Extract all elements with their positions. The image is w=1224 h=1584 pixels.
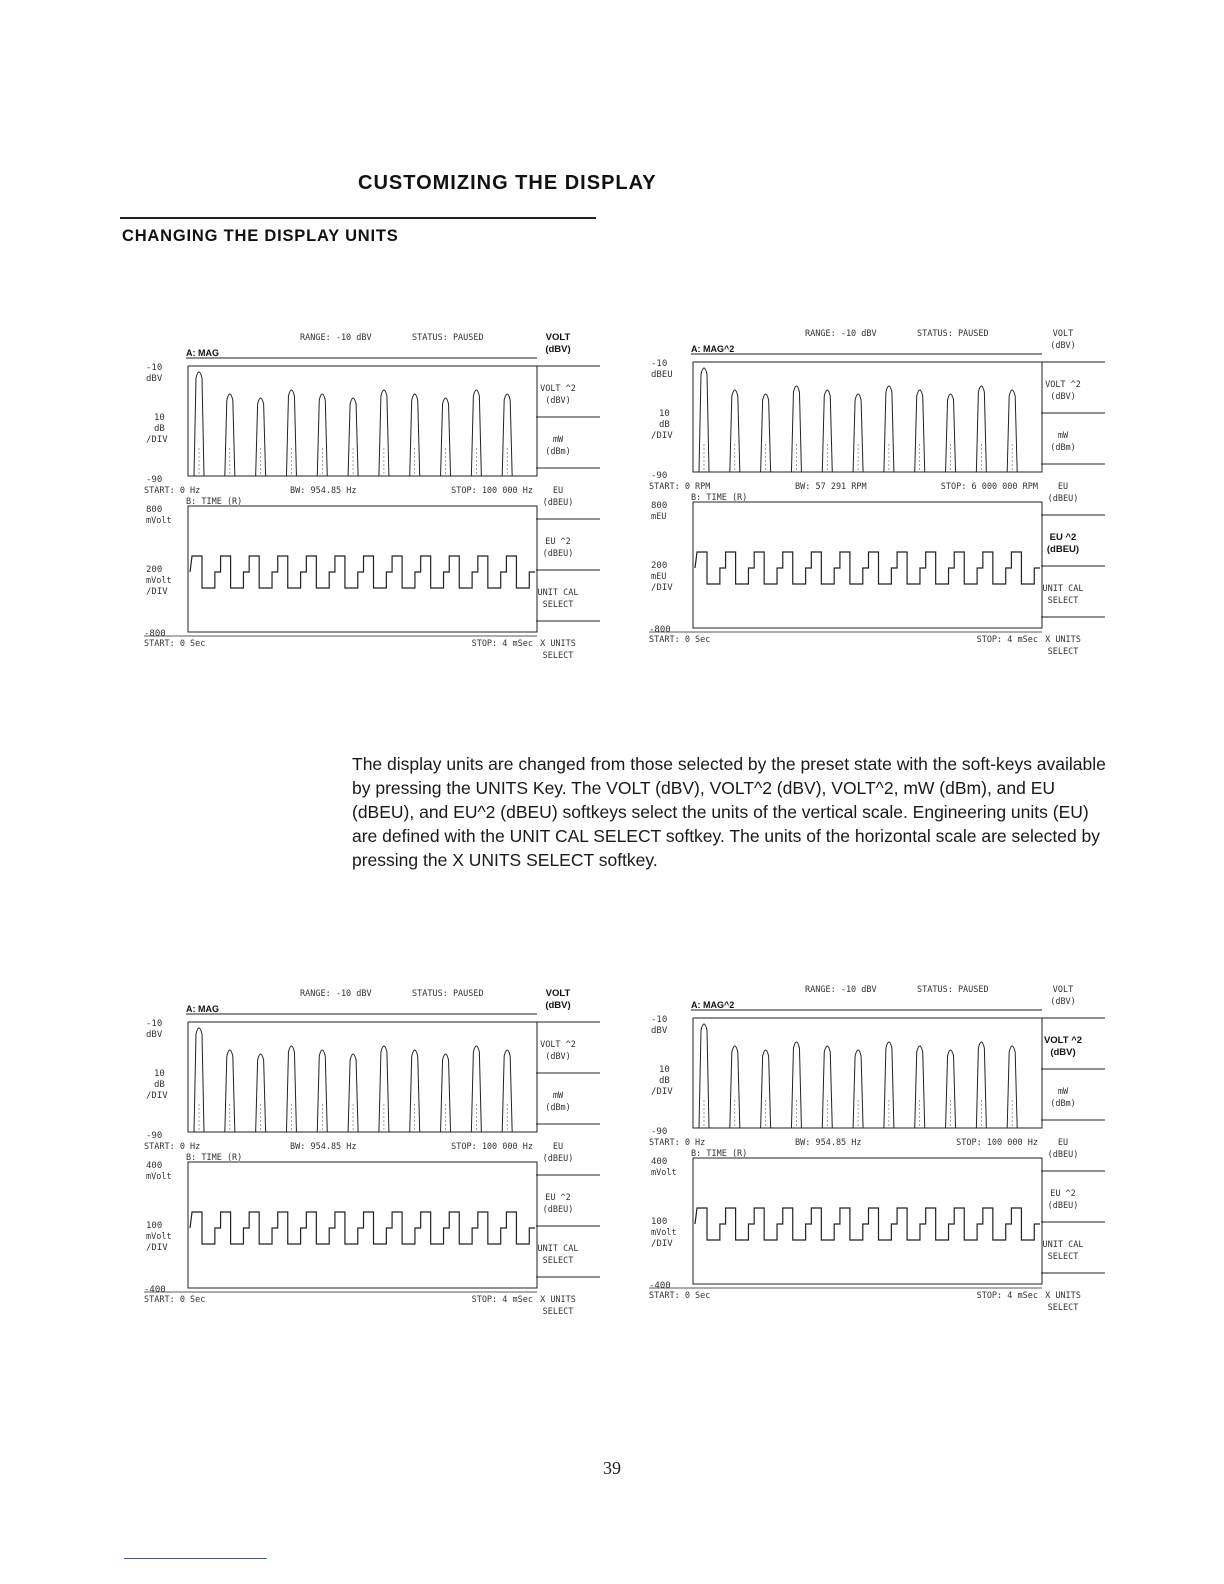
b-scale-per-div: /DIV <box>651 1239 673 1249</box>
softkey-6-label: UNIT CAL <box>537 588 579 598</box>
a-bw-readout: BW: 57 291 RPM <box>795 482 867 492</box>
softkey-5-units: (dBEU) <box>1046 544 1080 555</box>
softkey-1-units: (dBV) <box>545 1000 571 1011</box>
a-scale-value: 10 <box>154 413 165 423</box>
analyzer-screen-4 <box>645 978 1105 1314</box>
a-start-readout: START: 0 Hz <box>144 1142 201 1152</box>
softkey-6-label: UNIT CAL <box>1042 1240 1084 1250</box>
a-top-unit: dBEU <box>651 370 673 380</box>
softkey-2-units: (dBV) <box>1050 392 1076 402</box>
trace-b-frame <box>188 1162 537 1288</box>
b-top-value: 400 <box>146 1161 163 1171</box>
softkey-6-units: SELECT <box>1047 596 1079 606</box>
a-scale-value: 10 <box>659 409 670 419</box>
softkey-4-label: EU <box>552 1142 564 1152</box>
trace-a-frame <box>188 1022 537 1132</box>
b-bottom-value: -800 <box>144 629 166 639</box>
range-readout: RANGE: -10 dBV <box>300 989 372 999</box>
a-top-value: -10 <box>651 359 668 369</box>
trace-b-label: B: TIME (R) <box>186 1153 243 1163</box>
softkey-1-label: VOLT <box>545 332 571 343</box>
b-top-unit: mVolt <box>146 516 172 526</box>
softkey-3-units: (dBm) <box>1050 1099 1076 1109</box>
softkey-7-label: X UNITS <box>1045 1291 1081 1301</box>
softkey-4-units: (dBEU) <box>542 1154 574 1164</box>
softkey-2-label: VOLT ^2 <box>540 384 576 394</box>
softkey-1-label: VOLT <box>1052 985 1074 995</box>
softkey-1-units: (dBV) <box>545 344 571 355</box>
softkey-6-label: UNIT CAL <box>1042 584 1084 594</box>
softkey-7-label: X UNITS <box>540 639 576 649</box>
screen-graphics <box>645 322 1105 658</box>
softkey-2-units: (dBV) <box>545 1052 571 1062</box>
trace-a-label: A: MAG^2 <box>691 344 735 354</box>
softkey-2-label: VOLT ^2 <box>540 1040 576 1050</box>
a-top-unit: dBV <box>146 1030 163 1040</box>
page-title: CUSTOMIZING THE DISPLAY <box>358 172 657 194</box>
analyzer-screen-2 <box>645 322 1105 658</box>
time-trace <box>190 1212 535 1244</box>
softkey-1-units: (dBV) <box>1050 341 1076 351</box>
analyzer-screen-1 <box>140 326 600 662</box>
b-stop-readout: STOP: 4 mSec <box>471 639 533 649</box>
spectrum-trace <box>695 368 1017 472</box>
trace-a-frame <box>188 366 537 476</box>
b-start-readout: START: 0 Sec <box>649 1291 711 1301</box>
b-top-unit: mVolt <box>146 1172 172 1182</box>
a-bottom-value: -90 <box>651 1127 668 1137</box>
softkey-4-units: (dBEU) <box>1047 494 1079 504</box>
softkey-4-label: EU <box>552 486 564 496</box>
softkey-3-label: mW <box>552 1091 564 1101</box>
softkey-3-units: (dBm) <box>1050 443 1076 453</box>
b-start-readout: START: 0 Sec <box>144 1295 206 1305</box>
softkey-1-label: VOLT <box>1052 329 1074 339</box>
trace-b-frame <box>693 1158 1042 1284</box>
spectrum-trace <box>190 372 512 476</box>
screen-graphics <box>140 982 600 1318</box>
softkey-5-units: (dBEU) <box>1047 1201 1079 1211</box>
softkey-5-label: EU ^2 <box>1049 532 1077 543</box>
softkey-2-label: VOLT ^2 <box>1043 1035 1083 1046</box>
softkey-2-units: (dBV) <box>1050 1047 1076 1058</box>
b-stop-readout: STOP: 4 mSec <box>976 635 1038 645</box>
softkey-4-label: EU <box>1057 482 1069 492</box>
range-readout: RANGE: -10 dBV <box>300 333 372 343</box>
a-scale-unit: dB <box>659 420 670 430</box>
a-bw-readout: BW: 954.85 Hz <box>795 1138 862 1148</box>
trace-b-frame <box>693 502 1042 628</box>
softkey-7-units: SELECT <box>1047 1303 1079 1313</box>
softkey-3-label: mW <box>1057 431 1069 441</box>
b-stop-readout: STOP: 4 mSec <box>976 1291 1038 1301</box>
a-stop-readout: STOP: 100 000 Hz <box>451 486 533 496</box>
a-stop-readout: STOP: 6 000 000 RPM <box>940 482 1038 492</box>
softkey-7-units: SELECT <box>542 1307 574 1317</box>
softkey-5-label: EU ^2 <box>545 537 571 547</box>
time-trace <box>695 1208 1040 1240</box>
softkey-1-label: VOLT <box>545 988 571 999</box>
spectrum-trace <box>190 1028 512 1132</box>
a-bw-readout: BW: 954.85 Hz <box>290 486 357 496</box>
a-bw-readout: BW: 954.85 Hz <box>290 1142 357 1152</box>
a-scale-unit: dB <box>154 424 165 434</box>
trace-a-label: A: MAG^2 <box>691 1000 735 1010</box>
a-scale-unit: dB <box>659 1076 670 1086</box>
status-readout: STATUS: PAUSED <box>412 989 484 999</box>
b-scale-unit: mEU <box>651 572 667 582</box>
footnote-rule <box>124 1558 267 1559</box>
softkey-3-label: mW <box>552 435 564 445</box>
spectrum-trace <box>695 1024 1017 1128</box>
a-bottom-value: -90 <box>651 471 668 481</box>
time-trace <box>695 552 1040 584</box>
softkey-5-label: EU ^2 <box>1050 1189 1076 1199</box>
screen-graphics <box>645 978 1105 1314</box>
softkey-4-units: (dBEU) <box>1047 1150 1079 1160</box>
softkey-3-units: (dBm) <box>545 1103 571 1113</box>
b-scale-value: 100 <box>146 1221 163 1231</box>
a-start-readout: START: 0 RPM <box>649 482 711 492</box>
a-top-value: -10 <box>146 1019 163 1029</box>
softkey-2-label: VOLT ^2 <box>1045 380 1081 390</box>
title-rule <box>120 217 596 219</box>
a-start-readout: START: 0 Hz <box>649 1138 706 1148</box>
b-scale-per-div: /DIV <box>146 1243 168 1253</box>
softkey-5-units: (dBEU) <box>542 1205 574 1215</box>
a-bottom-value: -90 <box>146 475 163 485</box>
softkey-1-units: (dBV) <box>1050 997 1076 1007</box>
trace-a-label: A: MAG <box>186 348 219 358</box>
softkey-6-units: SELECT <box>542 600 574 610</box>
a-scale-unit: dB <box>154 1080 165 1090</box>
b-top-unit: mEU <box>651 512 667 522</box>
softkey-6-label: UNIT CAL <box>537 1244 579 1254</box>
analyzer-screen-3 <box>140 982 600 1318</box>
softkey-2-units: (dBV) <box>545 396 571 406</box>
a-top-unit: dBV <box>651 1026 668 1036</box>
section-title: CHANGING THE DISPLAY UNITS <box>122 227 399 245</box>
a-scale-per-div: /DIV <box>651 431 673 441</box>
softkey-3-label: mW <box>1057 1087 1069 1097</box>
b-start-readout: START: 0 Sec <box>144 639 206 649</box>
b-scale-value: 200 <box>651 561 668 571</box>
a-scale-per-div: /DIV <box>146 435 168 445</box>
a-scale-value: 10 <box>659 1065 670 1075</box>
a-bottom-value: -90 <box>146 1131 163 1141</box>
softkey-6-units: SELECT <box>542 1256 574 1266</box>
a-scale-per-div: /DIV <box>146 1091 168 1101</box>
a-top-value: -10 <box>651 1015 668 1025</box>
b-scale-unit: mVolt <box>651 1228 677 1238</box>
softkey-6-units: SELECT <box>1047 1252 1079 1262</box>
body-paragraph: The display units are changed from those selected by the preset state with the soft-keys available by pressing the UNITS Key. The VOLT (dBV), VOLT^2 (dBV), VOLT^2, mW (dBm), and EU (dBEU), and EU^2 (dBEU) softkeys select the units of the vertical scale. Engineering units (EU) are defined with the UNIT CAL SELECT softkey. The units of the horizontal scale are selected by pressing the X UNITS SELECT softkey. <box>352 754 1106 870</box>
b-scale-value: 200 <box>146 565 163 575</box>
trace-a-label: A: MAG <box>186 1004 219 1014</box>
softkey-7-label: X UNITS <box>540 1295 576 1305</box>
a-stop-readout: STOP: 100 000 Hz <box>451 1142 533 1152</box>
softkey-5-label: EU ^2 <box>545 1193 571 1203</box>
b-stop-readout: STOP: 4 mSec <box>471 1295 533 1305</box>
range-readout: RANGE: -10 dBV <box>805 329 877 339</box>
a-scale-per-div: /DIV <box>651 1087 673 1097</box>
page-number: 39 <box>603 1458 621 1478</box>
a-start-readout: START: 0 Hz <box>144 486 201 496</box>
softkey-5-units: (dBEU) <box>542 549 574 559</box>
status-readout: STATUS: PAUSED <box>917 985 989 995</box>
trace-b-frame <box>188 506 537 632</box>
trace-b-label: B: TIME (R) <box>186 497 243 507</box>
b-scale-unit: mVolt <box>146 1232 172 1242</box>
trace-b-label: B: TIME (R) <box>691 1149 748 1159</box>
b-bottom-value: -800 <box>649 625 671 635</box>
trace-b-label: B: TIME (R) <box>691 493 748 503</box>
trace-a-frame <box>693 362 1042 472</box>
b-scale-per-div: /DIV <box>146 587 168 597</box>
b-top-unit: mVolt <box>651 1168 677 1178</box>
softkey-4-units: (dBEU) <box>542 498 574 508</box>
status-readout: STATUS: PAUSED <box>917 329 989 339</box>
a-top-value: -10 <box>146 363 163 373</box>
b-scale-value: 100 <box>651 1217 668 1227</box>
a-stop-readout: STOP: 100 000 Hz <box>956 1138 1038 1148</box>
screen-graphics <box>140 326 600 662</box>
b-top-value: 400 <box>651 1157 668 1167</box>
b-start-readout: START: 0 Sec <box>649 635 711 645</box>
softkey-7-units: SELECT <box>1047 647 1079 657</box>
softkey-3-units: (dBm) <box>545 447 571 457</box>
range-readout: RANGE: -10 dBV <box>805 985 877 995</box>
softkey-7-units: SELECT <box>542 651 574 661</box>
a-scale-value: 10 <box>154 1069 165 1079</box>
softkey-7-label: X UNITS <box>1045 635 1081 645</box>
b-top-value: 800 <box>146 505 163 515</box>
b-scale-per-div: /DIV <box>651 583 673 593</box>
a-top-unit: dBV <box>146 374 163 384</box>
b-bottom-value: -400 <box>649 1281 671 1291</box>
trace-a-frame <box>693 1018 1042 1128</box>
status-readout: STATUS: PAUSED <box>412 333 484 343</box>
time-trace <box>190 556 535 588</box>
b-bottom-value: -400 <box>144 1285 166 1295</box>
softkey-4-label: EU <box>1057 1138 1069 1148</box>
b-scale-unit: mVolt <box>146 576 172 586</box>
b-top-value: 800 <box>651 501 668 511</box>
